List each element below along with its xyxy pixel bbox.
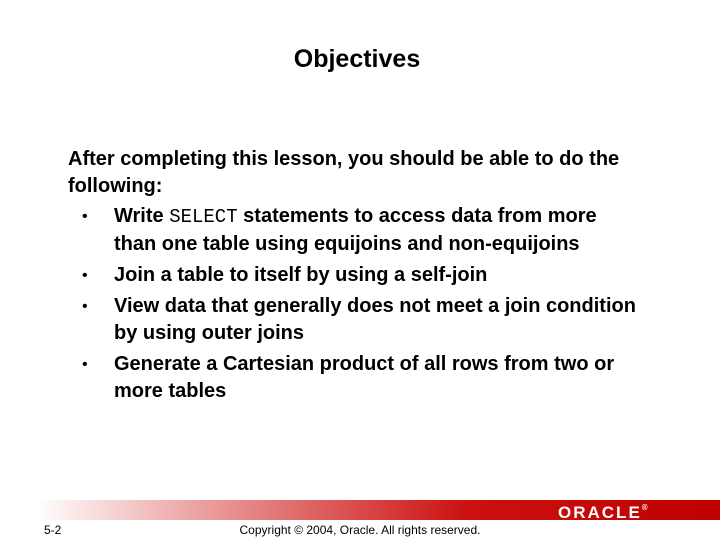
- bullet-icon: •: [82, 298, 88, 315]
- list-item: [68, 203, 644, 258]
- list-item-text: Generate a Cartesian product of all rows from two or more tables: [114, 353, 615, 402]
- code-keyword: SELECT: [169, 206, 238, 228]
- list-item: [68, 262, 644, 289]
- page-number: 5-2: [44, 523, 62, 537]
- bullet-icon: •: [82, 356, 88, 373]
- copyright-text: Copyright © 2004, Oracle. All rights reserved.: [239, 523, 481, 537]
- intro-text: After completing this lesson, you should be able to do the following:: [68, 148, 620, 197]
- bullet-icon: •: [82, 267, 88, 284]
- registered-mark: ®: [641, 503, 648, 512]
- objectives-list: [68, 203, 668, 405]
- slide-title: Objectives: [293, 45, 421, 73]
- list-item: [68, 293, 644, 347]
- list-item-text-before: Write: [114, 205, 170, 227]
- list-item-text: Join a table to itself by using a self-join: [114, 264, 488, 286]
- list-item: [68, 351, 644, 405]
- list-item-text-after: statements to access data from more than one table using equijoins and non-equijoins: [114, 205, 597, 255]
- logo-text: ORACLE: [558, 503, 642, 522]
- bullet-icon: •: [82, 208, 88, 225]
- list-item-text: View data that generally does not meet a join condition by using outer joins: [114, 295, 636, 344]
- slide-content: [68, 146, 668, 409]
- oracle-logo: [558, 503, 648, 523]
